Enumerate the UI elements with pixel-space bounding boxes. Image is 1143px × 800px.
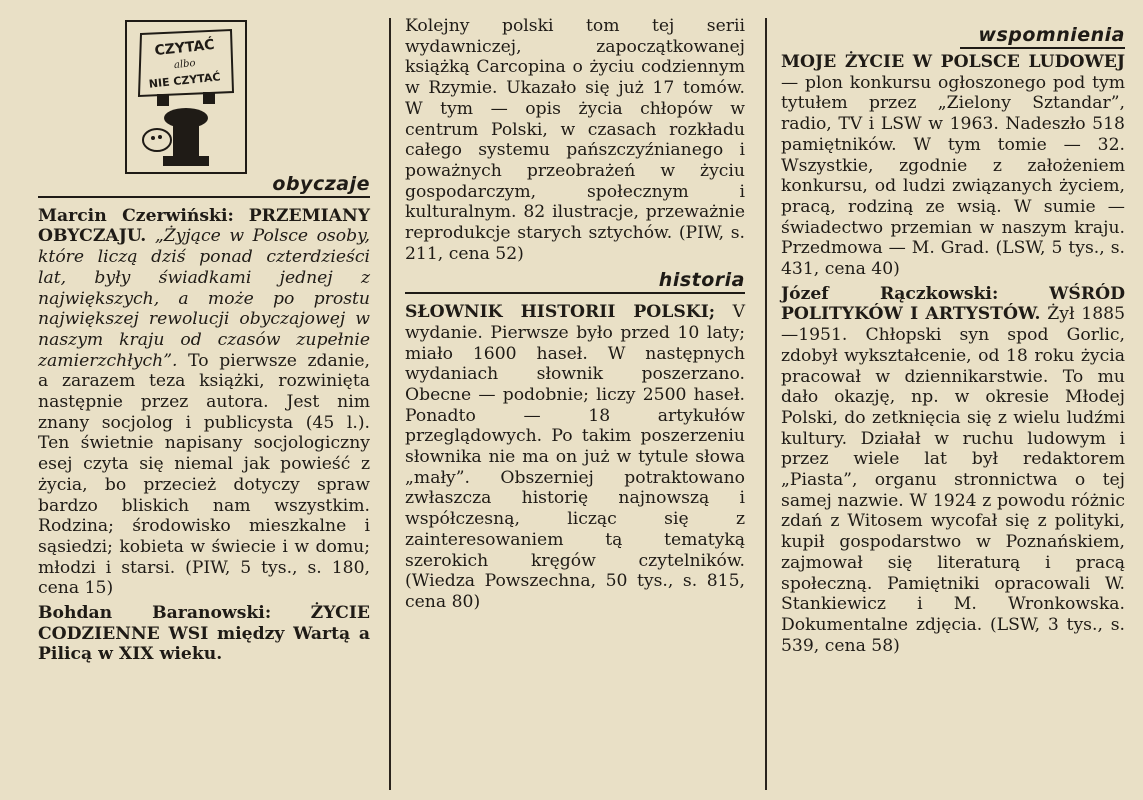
column-middle xyxy=(405,16,745,792)
section-label-historia: historia xyxy=(405,270,745,294)
book-note xyxy=(38,206,370,599)
logo-line3: NIE CZYTAĆ xyxy=(148,70,222,91)
book-note xyxy=(38,603,370,665)
book-note xyxy=(781,52,1125,280)
book-description-continued: Kolejny polski tom tej serii wydawniczej, zapoczątkowanej książką Carcopina o życiu codziennym w Rzymie. Ukazało się już 17 tomów. W tym — opis życia chłopów w centrum Polski, w czasach rozkładu całego systemu pańszczyźnianego i poważnych przeobrażeń w życiu gospodarczym, społecznym i kulturalnym. 82 ilustracje, przeważnie reprodukcje starych sztychów. (PIW, s. 211, cena 52) xyxy=(405,16,745,264)
book-description: Żył 1885—1951. Chłopski syn spod Gorlic, zdobył wykształcenie, od 18 roku życia pracował w dziennikarstwie. To mu dało okazję, np. w okresie Młodej Polski, do zetknięcia się z wielu ludźmi kultury. Działał w ruchu ludowym i przez wiele lat był redaktorem „Piasta”, organu stronnictwa o tej samej nazwie. W 1924 z powodu różnic zdań z Witosem wycofał się z polityki, kupił gospodarstwo w Poznańskiem, zajmował się literaturą i pracą społeczną. Pamiętniki opracowali W. Stankiewicz i M. Wronkowska. Dokumentalne zdjęcia. (LSW, 3 tys., s. 539, cena 58) xyxy=(781,304,1125,656)
book-reader-icon xyxy=(127,22,245,172)
book-title: ŻYCIE CODZIENNE WSI między Wartą a Pilicą w XIX wieku. xyxy=(38,603,370,665)
book-author: Marcin Czerwiński: xyxy=(38,205,234,226)
column-divider xyxy=(765,18,767,790)
book-title: MOJE ŻYCIE W POLSCE LUDOWEJ xyxy=(781,52,1125,72)
book-note xyxy=(405,302,745,613)
book-quote: „Żyjące w Polsce osoby, które liczą dziś ponad czterdzieści lat, były świadkami jednej z największych, a może po prostu największej rewolucji obyczajowej w naszym kraju od czasów zupełnie zamierzchłych”. xyxy=(38,226,370,371)
column-right xyxy=(781,52,1125,792)
book-note xyxy=(781,284,1125,657)
book-title: SŁOWNIK HISTORII POLSKI; xyxy=(405,302,716,323)
book-author: Bohdan Baranowski: xyxy=(38,603,272,624)
section-label-wspomnienia: wspomnienia xyxy=(960,24,1125,49)
book-description: V wydanie. Pierwsze było przed 10 laty; miało 1600 haseł. W następnych wydaniach słownik poszerzano. Obecne — podobnie; liczy 2500 haseł. Ponadto — 18 artykułów przeglądowych. Po takim poszerzeniu słownika nie ma on już w tytule słowa „mały”. Obszerniej potraktowano zwłaszcza historię najnowszą i współczesną, licząc się z zainteresowaniem tą tematyką szerokich kręgów czytelników. (Wiedza Powszechna, 50 tys., s. 815, cena 80) xyxy=(405,302,746,612)
book-description: — plon konkursu ogłoszonego pod tym tytułem przez „Zielony Sztandar”, radio, TV i LSW w 1963. Nadeszło 518 pamiętników. W tym tomie — 32. Wszystkie, zgodnie z założeniem konkursu, od ludzi związanych życiem, pracą, rodziną ze wsią. W sumie — świadectwo przemian w naszym kraju. Przedmowa — M. Grad. (LSW, 5 tys., s. 431, cena 40) xyxy=(781,72,1125,280)
book-title: WŚRÓD POLITYKÓW I ARTYSTÓW. xyxy=(781,283,1125,325)
book-title: PRZEMIANY OBYCZAJU. xyxy=(38,205,370,247)
book-description: To pierwsze zdanie, a zarazem teza książki, rozwinięta następnie przez autora. Jest nim znany socjolog i publicysta (45 l.). Ten świetnie napisany socjologiczny esej czyta się niemal jak powieść z życia, bo przecież dotyczy spraw bardzo bliskich nam wszystkim. Rodzina; środowisko mieszkalne i sąsiedzi; kobieta w świecie i w domu; młodzi i starsi. (PIW, 5 tys., s. 180, cena 15) xyxy=(38,350,370,599)
logo-line2: albo xyxy=(173,57,197,72)
book-author: Józef Rączkowski: xyxy=(781,283,999,304)
czytac-albo-nie-czytac-logo xyxy=(125,20,247,174)
section-label-obyczaje: obyczaje xyxy=(38,174,370,198)
column-divider xyxy=(389,18,391,790)
column-left xyxy=(38,168,370,792)
logo-line1: CZYTAĆ xyxy=(153,36,216,60)
